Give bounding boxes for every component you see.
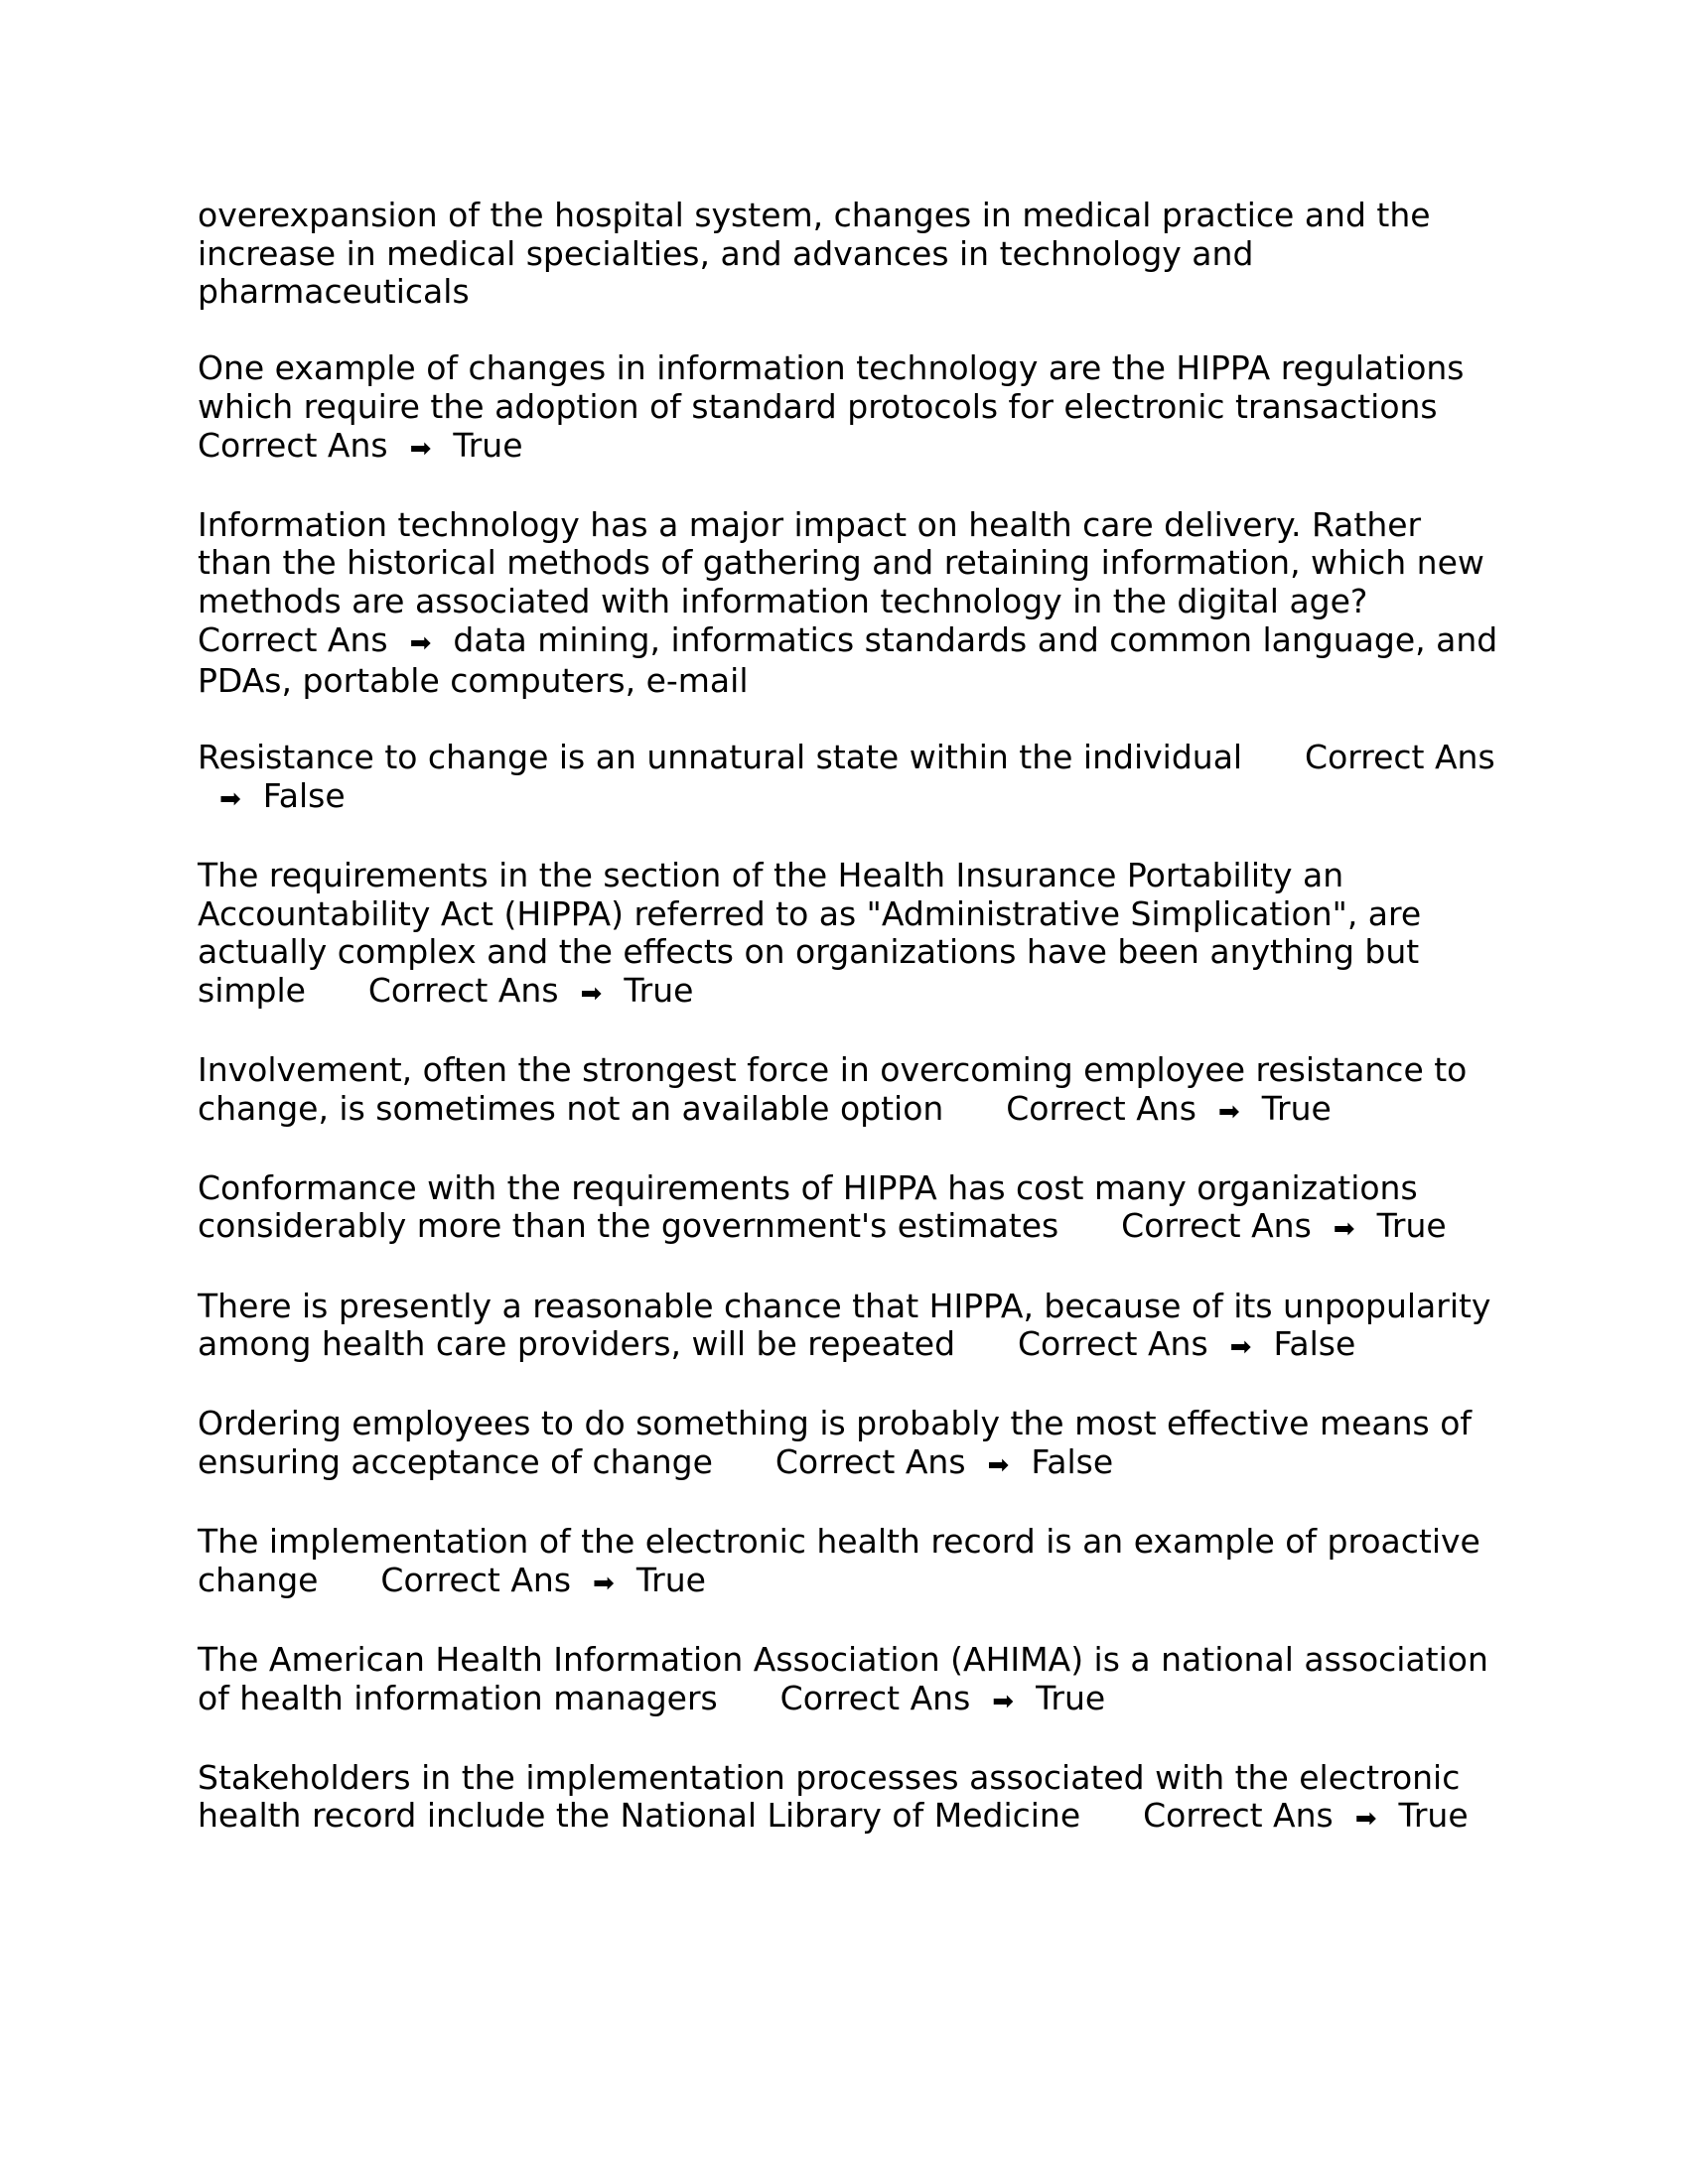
question-text: Stakeholders in the implementation processes associated with the electronic health record include the National Library of Medicine bbox=[198, 1757, 1471, 1836]
answer-label: Correct Ans bbox=[1121, 1206, 1312, 1246]
qa-item bbox=[198, 1169, 1498, 1249]
question-text: The requirements in the section of the Health Insurance Portability an Accountability Act (HIPPA) referred to as "Administrative Simplication", are actually complex and the effects on organizations have been anything but simple bbox=[198, 856, 1432, 1010]
answer-value: True bbox=[1261, 1088, 1332, 1128]
arrow-right-icon: ➡ bbox=[409, 433, 432, 464]
arrow-right-icon: ➡ bbox=[1229, 1332, 1252, 1363]
answer-label: Correct Ans bbox=[198, 619, 388, 659]
answer-label: Correct Ans bbox=[779, 1678, 971, 1717]
qa-item bbox=[198, 739, 1498, 818]
answer-label: Correct Ans bbox=[380, 1560, 572, 1599]
intro-text: overexpansion of the hospital system, changes in medical practice and the increase in medical specialties, and advances in technology and pharmaceuticals bbox=[198, 196, 1442, 312]
arrow-right-icon: ➡ bbox=[987, 1450, 1010, 1480]
answer-label: Correct Ans bbox=[1018, 1324, 1208, 1364]
answer-value: True bbox=[624, 970, 694, 1010]
question-text: There is presently a reasonable chance that HIPPA, because of its unpopularity among health care providers, will be repeated bbox=[198, 1286, 1501, 1364]
answer-value: True bbox=[1398, 1796, 1469, 1836]
qa-item bbox=[198, 504, 1508, 701]
answer-value: True bbox=[1376, 1206, 1447, 1246]
qa-item bbox=[198, 1405, 1498, 1484]
arrow-right-icon: ➡ bbox=[409, 627, 432, 658]
question-text: Resistance to change is an unnatural state within the individual bbox=[198, 738, 1243, 777]
intro-paragraph bbox=[198, 197, 1498, 312]
arrow-right-icon: ➡ bbox=[1354, 1804, 1377, 1835]
answer-value: data mining, informatics standards and common language, and PDAs, portable computers, e-mail bbox=[198, 619, 1508, 701]
qa-item bbox=[198, 1286, 1501, 1367]
qa-item bbox=[198, 1641, 1498, 1720]
qa-item bbox=[198, 1051, 1498, 1131]
qa-item bbox=[198, 349, 1498, 468]
arrow-right-icon: ➡ bbox=[992, 1686, 1015, 1716]
question-text: The implementation of the electronic health record is an example of proactive change bbox=[198, 1522, 1491, 1599]
question-text: One example of changes in information technology are the HIPPA regulations which require the adoption of standard protocols for electronic transactions bbox=[198, 348, 1475, 426]
answer-value: False bbox=[1031, 1442, 1114, 1481]
arrow-right-icon: ➡ bbox=[1333, 1214, 1355, 1245]
question-text: Conformance with the requirements of HIPPA has cost many organizations considerably more than the government's estimates bbox=[198, 1167, 1429, 1246]
answer-label: Correct Ans bbox=[367, 970, 559, 1010]
answer-label: Correct Ans bbox=[774, 1442, 966, 1481]
answer-label: Correct Ans bbox=[1143, 1796, 1334, 1836]
question-text: The American Health Information Association (AHIMA) is a national association of health information managers bbox=[198, 1639, 1499, 1717]
qa-item bbox=[198, 1523, 1498, 1602]
answer-label: Correct Ans bbox=[1006, 1088, 1196, 1128]
answer-label: Correct Ans bbox=[198, 425, 388, 465]
arrow-right-icon: ➡ bbox=[219, 783, 241, 814]
answer-value: False bbox=[1273, 1324, 1356, 1364]
question-text: Involvement, often the strongest force in overcoming employee resistance to change, is sometimes not an available option bbox=[198, 1050, 1477, 1128]
question-text: Ordering employees to do something is probably the most effective means of ensuring acceptance of change bbox=[198, 1404, 1482, 1481]
answer-value: False bbox=[262, 775, 346, 815]
qa-item bbox=[198, 1759, 1498, 1839]
answer-value: True bbox=[635, 1560, 706, 1599]
arrow-right-icon: ➡ bbox=[1217, 1096, 1240, 1127]
arrow-right-icon: ➡ bbox=[593, 1568, 615, 1598]
question-text: Information technology has a major impact on health care delivery. Rather than the historical methods of gathering and retaining information, which new methods are associated with information technology in the digital age? bbox=[198, 504, 1495, 620]
document-body bbox=[198, 196, 1508, 1877]
answer-value: True bbox=[1036, 1678, 1106, 1717]
answer-value: True bbox=[453, 425, 523, 465]
qa-item bbox=[198, 857, 1498, 1013]
arrow-right-icon: ➡ bbox=[580, 978, 603, 1009]
answer-label: Correct Ans bbox=[1305, 738, 1495, 777]
